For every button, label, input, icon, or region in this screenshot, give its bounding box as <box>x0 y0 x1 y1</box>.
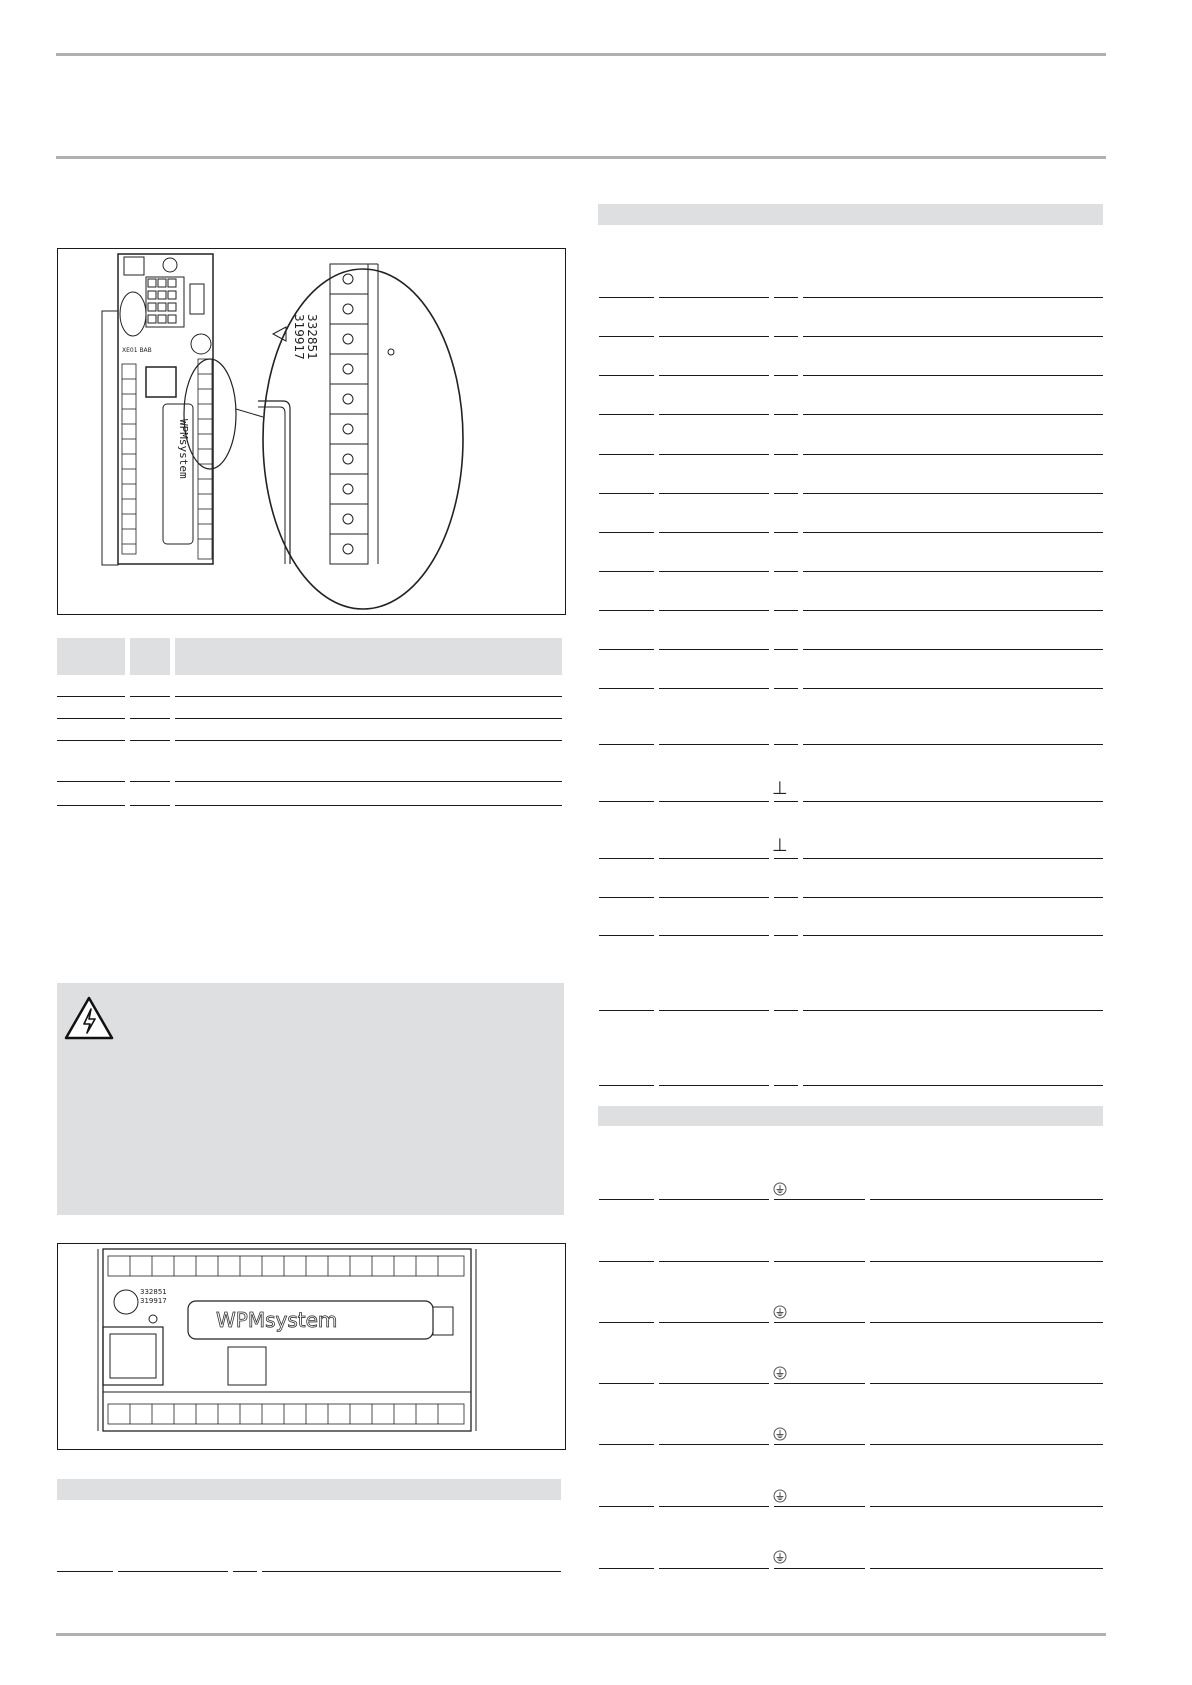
left-table-header <box>175 638 562 675</box>
table-row-rule <box>57 740 125 741</box>
part-number-2: 319917 <box>140 1297 167 1305</box>
earth-ground-icon <box>773 1489 787 1503</box>
board-label-bottom: WPMsystem <box>216 1308 338 1332</box>
table-row-rule <box>175 718 562 719</box>
table-row-rule <box>233 1571 257 1572</box>
table-row-rule <box>175 696 562 697</box>
table-row-rule <box>130 696 170 697</box>
high-voltage-warning-icon <box>63 995 115 1041</box>
table-row-rule <box>130 805 170 806</box>
earth-ground-icon <box>773 1182 787 1196</box>
earth-ground-icon <box>773 1427 787 1441</box>
chip-label: XE01 BAB <box>122 347 152 354</box>
section-header-band-right-bottom <box>598 1106 1103 1126</box>
table-row-rule <box>57 696 125 697</box>
part-number-2: 319917 <box>292 314 306 360</box>
part-number-1: 332851 <box>305 314 319 360</box>
section-header-band-right-top <box>598 204 1103 225</box>
part-number-1: 332851 <box>140 1288 167 1296</box>
left-table-header <box>130 638 170 675</box>
earth-ground-icon <box>773 1366 787 1380</box>
table-row-rule <box>175 740 562 741</box>
table-row-rule <box>262 1571 561 1572</box>
table-row-rule <box>175 805 562 806</box>
ground-symbol: ⊥ <box>772 778 788 799</box>
section-header-band-left <box>57 1479 561 1500</box>
terminal-board-drawing <box>58 249 565 614</box>
left-table-header <box>57 638 125 675</box>
table-row-rule <box>57 781 125 782</box>
table-row-rule <box>175 781 562 782</box>
header-top-rule <box>56 53 1106 56</box>
table-row-rule <box>57 1571 113 1572</box>
ground-symbol: ⊥ <box>772 835 788 856</box>
board-label-top: WPMsystem <box>177 419 190 479</box>
table-row-rule <box>118 1571 228 1572</box>
table-row-rule <box>57 718 125 719</box>
warning-box <box>57 983 564 1215</box>
board-front-drawing <box>58 1244 565 1449</box>
table-row-rule <box>130 718 170 719</box>
header-bottom-rule <box>56 156 1106 159</box>
table-row-rule <box>57 805 125 806</box>
earth-ground-icon <box>773 1550 787 1564</box>
terminal-figure-top <box>57 248 566 615</box>
terminal-figure-bottom <box>57 1243 566 1450</box>
table-row-rule <box>130 781 170 782</box>
table-row-rule <box>130 740 170 741</box>
earth-ground-icon <box>773 1305 787 1319</box>
footer-rule <box>56 1633 1106 1636</box>
